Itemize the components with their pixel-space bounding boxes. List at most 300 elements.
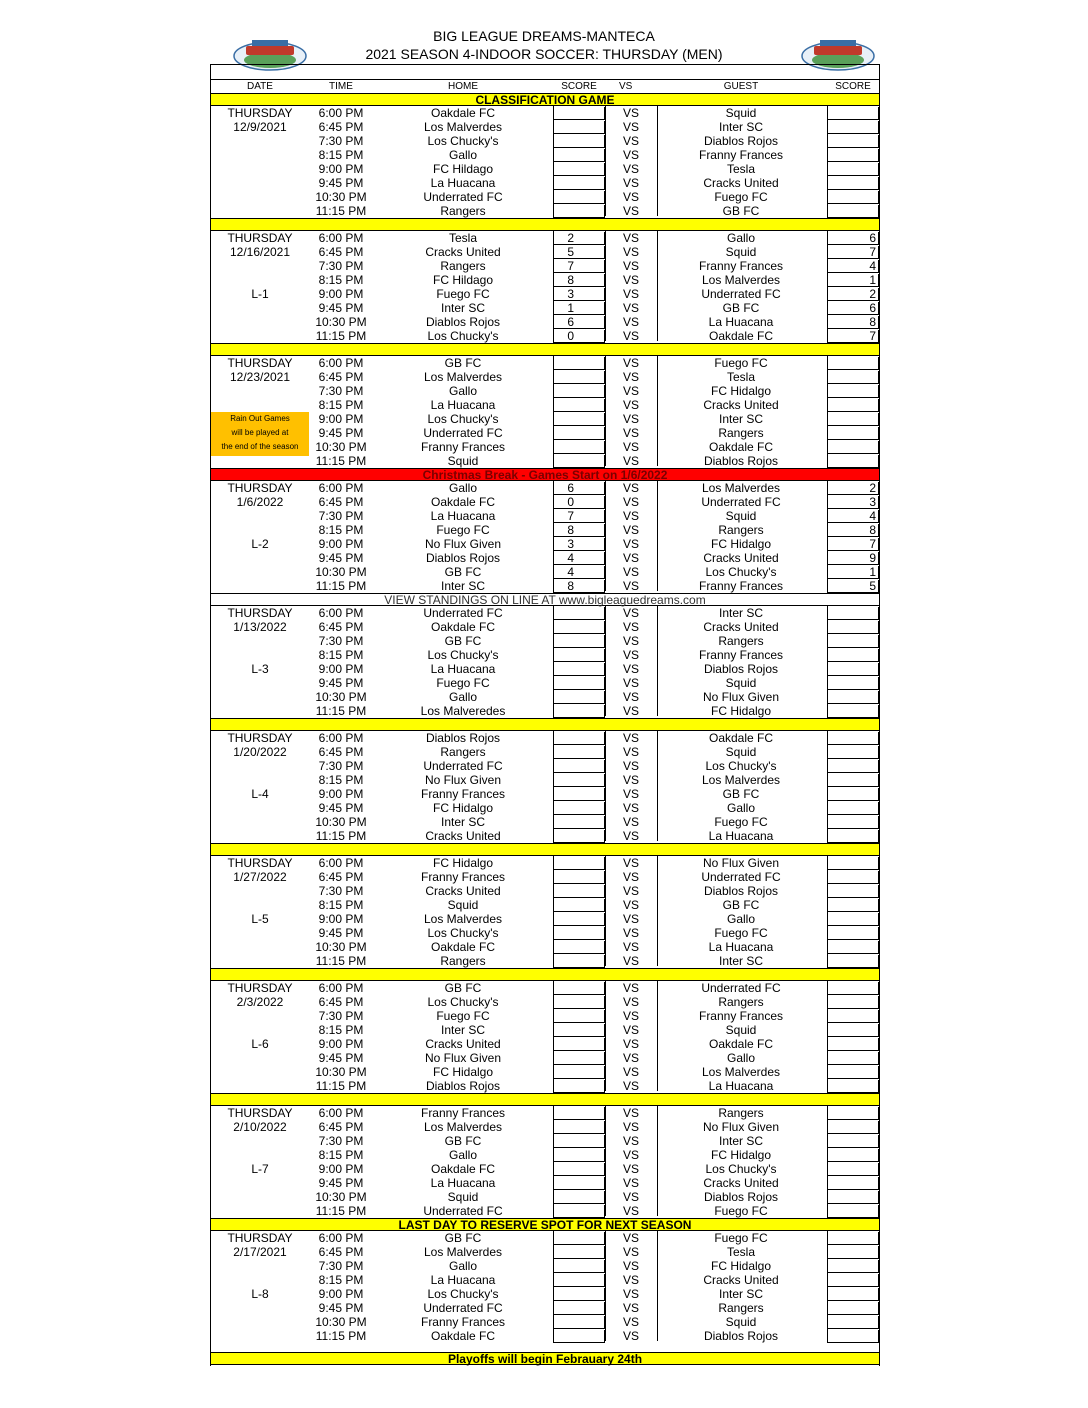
home-team: Los Malverdes xyxy=(423,1120,503,1134)
game-time: 6:45 PM xyxy=(318,620,364,634)
game-time: 6:45 PM xyxy=(318,1120,364,1134)
game-time: 8:15 PM xyxy=(318,648,364,662)
game-time: 8:15 PM xyxy=(318,1148,364,1162)
home-team: No Flux Given xyxy=(424,537,502,551)
home-score: 0 xyxy=(553,330,605,343)
home-score xyxy=(553,1246,605,1259)
game-time: 10:30 PM xyxy=(315,1190,367,1204)
guest-team: Oakdale FC xyxy=(708,731,774,745)
game-time: 11:15 PM xyxy=(315,954,367,968)
vs-label: VS xyxy=(622,981,639,995)
column-divider xyxy=(827,1106,828,1216)
vs-label: VS xyxy=(622,995,639,1009)
column-divider xyxy=(827,731,828,841)
home-team: Cracks United xyxy=(425,245,501,259)
home-score xyxy=(553,663,605,676)
guest-team: Diablos Rojos xyxy=(703,454,779,468)
guest-team: Los Malverdes xyxy=(701,773,781,787)
home-score xyxy=(553,191,605,204)
vs-label: VS xyxy=(622,829,639,843)
home-score: 1 xyxy=(553,302,605,315)
guest-team: Cracks United xyxy=(703,398,779,412)
guest-score xyxy=(827,982,879,995)
game-time: 8:15 PM xyxy=(318,398,364,412)
game-time: 10:30 PM xyxy=(315,690,367,704)
home-team: Franny Frances xyxy=(420,1315,506,1329)
guest-team: Los Chucky's xyxy=(705,759,777,773)
guest-score xyxy=(827,413,879,426)
home-team: Underrated FC xyxy=(423,426,503,440)
guest-team: Diablos Rojos xyxy=(703,1329,779,1343)
game-time: 6:00 PM xyxy=(318,106,364,120)
home-team: La Huacana xyxy=(430,1273,496,1287)
guest-score xyxy=(827,621,879,634)
guest-score xyxy=(827,802,879,815)
column-divider xyxy=(827,481,828,591)
home-team: La Huacana xyxy=(430,1176,496,1190)
game-time: 11:15 PM xyxy=(315,454,367,468)
guest-team: Cracks United xyxy=(703,1176,779,1190)
guest-team: Tesla xyxy=(726,370,755,384)
guest-score: 2 xyxy=(827,288,879,301)
home-team: Diablos Rojos xyxy=(425,1079,501,1093)
vs-label: VS xyxy=(622,315,639,329)
vs-label: VS xyxy=(622,190,639,204)
guest-team: Underrated FC xyxy=(701,495,781,509)
guest-score xyxy=(827,1246,879,1259)
home-score xyxy=(553,163,605,176)
home-team: Fuego FC xyxy=(436,1009,490,1023)
guest-score xyxy=(827,135,879,148)
home-team: Inter SC xyxy=(440,815,485,829)
vs-label: VS xyxy=(622,1315,639,1329)
game-time: 9:45 PM xyxy=(318,426,364,440)
game-time: 9:45 PM xyxy=(318,176,364,190)
home-score xyxy=(553,1121,605,1134)
home-score xyxy=(553,399,605,412)
home-team: Oakdale FC xyxy=(430,1162,496,1176)
vs-label: VS xyxy=(622,148,639,162)
game-time: 7:30 PM xyxy=(318,1134,364,1148)
column-header-home-score: SCORE xyxy=(561,81,597,92)
home-team: Fuego FC xyxy=(436,523,490,537)
game-time: 6:45 PM xyxy=(318,495,364,509)
home-score xyxy=(553,1135,605,1148)
vs-label: VS xyxy=(622,537,639,551)
vs-label: VS xyxy=(622,1162,639,1176)
game-time: 6:00 PM xyxy=(318,731,364,745)
home-team: Cracks United xyxy=(425,1037,501,1051)
home-team: Oakdale FC xyxy=(430,940,496,954)
game-time: 10:30 PM xyxy=(315,315,367,329)
guest-score xyxy=(827,1121,879,1134)
home-team: Inter SC xyxy=(440,301,485,315)
home-score: 6 xyxy=(553,482,605,495)
home-team: Gallo xyxy=(448,148,477,162)
rainout-notice-line: will be played at xyxy=(231,428,289,437)
column-divider xyxy=(605,1106,606,1216)
home-score xyxy=(553,1107,605,1120)
home-score xyxy=(553,177,605,190)
vs-label: VS xyxy=(622,1148,639,1162)
week-day: THURSDAY xyxy=(227,356,293,370)
week-date: 12/23/2021 xyxy=(229,370,291,384)
guest-team: Los Malverdes xyxy=(701,1065,781,1079)
vs-label: VS xyxy=(622,898,639,912)
guest-score xyxy=(827,1038,879,1051)
week-date: 2/17/2021 xyxy=(233,1245,287,1259)
home-score: 3 xyxy=(553,288,605,301)
home-score xyxy=(553,135,605,148)
game-time: 8:15 PM xyxy=(318,1273,364,1287)
vs-label: VS xyxy=(622,759,639,773)
home-team: No Flux Given xyxy=(424,773,502,787)
league-week-label: L-5 xyxy=(251,912,269,926)
guest-team: Gallo xyxy=(726,231,755,245)
week-day: THURSDAY xyxy=(227,481,293,495)
guest-team: Rangers xyxy=(718,995,764,1009)
home-team: GB FC xyxy=(444,356,482,370)
vs-label: VS xyxy=(622,912,639,926)
home-score xyxy=(553,802,605,815)
guest-team: Franny Frances xyxy=(698,148,784,162)
game-time: 9:00 PM xyxy=(318,1162,364,1176)
week-band xyxy=(211,1093,879,1106)
game-time: 9:00 PM xyxy=(318,787,364,801)
guest-team: Underrated FC xyxy=(701,981,781,995)
guest-score: 7 xyxy=(827,538,879,551)
home-score: 4 xyxy=(553,552,605,565)
guest-team: Diablos Rojos xyxy=(703,1190,779,1204)
vs-label: VS xyxy=(622,1079,639,1093)
game-time: 11:15 PM xyxy=(315,829,367,843)
guest-score xyxy=(827,1010,879,1023)
column-divider xyxy=(657,981,658,1091)
game-time: 9:45 PM xyxy=(318,551,364,565)
home-team: GB FC xyxy=(444,1231,482,1245)
column-divider xyxy=(553,731,554,841)
game-time: 11:15 PM xyxy=(315,1204,367,1218)
vs-label: VS xyxy=(622,1176,639,1190)
vs-label: VS xyxy=(622,1259,639,1273)
home-score xyxy=(553,691,605,704)
home-team: Inter SC xyxy=(440,579,485,593)
home-team: GB FC xyxy=(444,565,482,579)
week-band xyxy=(211,843,879,856)
home-score: 6 xyxy=(553,316,605,329)
vs-label: VS xyxy=(622,954,639,968)
game-time: 6:00 PM xyxy=(318,231,364,245)
guest-score xyxy=(827,691,879,704)
page-title: BIG LEAGUE DREAMS-MANTECA xyxy=(433,28,655,44)
vs-label: VS xyxy=(622,134,639,148)
column-header-time: TIME xyxy=(329,81,353,92)
game-time: 9:00 PM xyxy=(318,537,364,551)
home-team: Oakdale FC xyxy=(430,1329,496,1343)
week-date: 1/6/2022 xyxy=(236,495,284,509)
guest-team: GB FC xyxy=(722,787,760,801)
game-time: 9:00 PM xyxy=(318,412,364,426)
guest-score xyxy=(827,927,879,940)
home-score xyxy=(553,746,605,759)
vs-label: VS xyxy=(622,1204,639,1218)
guest-score xyxy=(827,1163,879,1176)
guest-team: Fuego FC xyxy=(714,1204,768,1218)
guest-score xyxy=(827,177,879,190)
home-score xyxy=(553,357,605,370)
vs-label: VS xyxy=(622,940,639,954)
home-score xyxy=(553,941,605,954)
vs-label: VS xyxy=(622,856,639,870)
home-team: La Huacana xyxy=(430,176,496,190)
vs-label: VS xyxy=(622,412,639,426)
column-divider xyxy=(605,106,606,216)
home-score xyxy=(553,816,605,829)
home-team: Franny Frances xyxy=(420,870,506,884)
game-time: 7:30 PM xyxy=(318,759,364,773)
guest-score xyxy=(827,913,879,926)
guest-score xyxy=(827,941,879,954)
guest-score xyxy=(827,774,879,787)
game-time: 11:15 PM xyxy=(315,704,367,718)
column-divider xyxy=(553,356,554,466)
game-time: 7:30 PM xyxy=(318,509,364,523)
column-divider xyxy=(553,231,554,341)
guest-team: Oakdale FC xyxy=(708,440,774,454)
week-day: THURSDAY xyxy=(227,1231,293,1245)
vs-label: VS xyxy=(622,329,639,343)
vs-label: VS xyxy=(622,384,639,398)
home-score xyxy=(553,885,605,898)
guest-team: Underrated FC xyxy=(701,870,781,884)
home-score xyxy=(553,899,605,912)
home-team: FC Hidalgo xyxy=(432,801,494,815)
vs-label: VS xyxy=(622,1329,639,1343)
game-time: 7:30 PM xyxy=(318,1009,364,1023)
game-time: 8:15 PM xyxy=(318,1023,364,1037)
column-divider xyxy=(657,481,658,591)
home-team: Underrated FC xyxy=(423,1204,503,1218)
game-time: 10:30 PM xyxy=(315,815,367,829)
home-score xyxy=(553,1330,605,1343)
guest-score: 2 xyxy=(827,482,879,495)
guest-score xyxy=(827,830,879,843)
home-team: GB FC xyxy=(444,981,482,995)
guest-team: Fuego FC xyxy=(714,356,768,370)
column-header-home: HOME xyxy=(448,81,478,92)
vs-label: VS xyxy=(622,870,639,884)
vs-label: VS xyxy=(622,1134,639,1148)
guest-team: Tesla xyxy=(726,162,755,176)
guest-team: La Huacana xyxy=(708,940,774,954)
home-team: Cracks United xyxy=(425,829,501,843)
guest-team: Los Malverdes xyxy=(701,481,781,495)
week-date: 2/3/2022 xyxy=(236,995,284,1009)
vs-label: VS xyxy=(622,1245,639,1259)
guest-team: Tesla xyxy=(726,1245,755,1259)
guest-score xyxy=(827,1330,879,1343)
guest-score: 8 xyxy=(827,316,879,329)
game-time: 6:00 PM xyxy=(318,606,364,620)
vs-label: VS xyxy=(622,301,639,315)
week-date: 1/13/2022 xyxy=(233,620,287,634)
guest-score xyxy=(827,1052,879,1065)
guest-team: Rangers xyxy=(718,426,764,440)
vs-label: VS xyxy=(622,162,639,176)
guest-team: FC Hidalgo xyxy=(710,537,772,551)
home-team: Los Chucky's xyxy=(427,329,499,343)
home-score xyxy=(553,121,605,134)
home-score xyxy=(553,732,605,745)
vs-label: VS xyxy=(622,440,639,454)
guest-team: FC Hidalgo xyxy=(710,1259,772,1273)
game-time: 6:00 PM xyxy=(318,481,364,495)
week-band: VIEW STANDINGS ON LINE AT www.bigleaguedreams.com xyxy=(211,593,879,606)
guest-team: Gallo xyxy=(726,801,755,815)
guest-team: Diablos Rojos xyxy=(703,134,779,148)
game-time: 9:45 PM xyxy=(318,1176,364,1190)
vs-label: VS xyxy=(622,120,639,134)
game-time: 6:45 PM xyxy=(318,995,364,1009)
league-week-label: L-7 xyxy=(251,1162,269,1176)
vs-label: VS xyxy=(622,551,639,565)
home-score xyxy=(553,385,605,398)
guest-team: La Huacana xyxy=(708,1079,774,1093)
game-time: 7:30 PM xyxy=(318,884,364,898)
home-score xyxy=(553,621,605,634)
guest-score: 1 xyxy=(827,274,879,287)
vs-label: VS xyxy=(622,648,639,662)
column-divider xyxy=(553,981,554,1091)
column-header-guest-score: SCORE xyxy=(835,81,871,92)
column-divider xyxy=(657,606,658,716)
guest-team: Squid xyxy=(725,106,757,120)
column-divider xyxy=(605,856,606,966)
guest-score xyxy=(827,663,879,676)
home-score xyxy=(553,760,605,773)
guest-team: GB FC xyxy=(722,204,760,218)
vs-label: VS xyxy=(622,620,639,634)
guest-score xyxy=(827,816,879,829)
game-time: 10:30 PM xyxy=(315,440,367,454)
league-week-label: L-6 xyxy=(251,1037,269,1051)
guest-score xyxy=(827,1205,879,1218)
guest-team: Squid xyxy=(725,509,757,523)
guest-team: GB FC xyxy=(722,898,760,912)
home-score xyxy=(553,982,605,995)
home-score xyxy=(553,1080,605,1093)
week-date: 2/10/2022 xyxy=(233,1120,287,1134)
home-team: Rangers xyxy=(440,204,486,218)
rainout-notice-line: the end of the season xyxy=(221,442,299,451)
league-week-label: L-8 xyxy=(251,1287,269,1301)
home-score: 8 xyxy=(553,580,605,593)
game-time: 7:30 PM xyxy=(318,634,364,648)
vs-label: VS xyxy=(622,1120,639,1134)
game-time: 6:00 PM xyxy=(318,856,364,870)
vs-label: VS xyxy=(622,204,639,218)
guest-team: GB FC xyxy=(722,301,760,315)
column-divider xyxy=(657,356,658,466)
game-time: 9:00 PM xyxy=(318,1037,364,1051)
guest-score xyxy=(827,1177,879,1190)
guest-team: Squid xyxy=(725,1315,757,1329)
guest-score xyxy=(827,1288,879,1301)
guest-score xyxy=(827,1149,879,1162)
game-time: 9:45 PM xyxy=(318,801,364,815)
guest-team: Underrated FC xyxy=(701,287,781,301)
column-divider xyxy=(827,1231,828,1341)
page-subtitle: 2021 SEASON 4-INDOOR SOCCER: THURSDAY (MEN) xyxy=(365,46,723,62)
guest-team: Squid xyxy=(725,245,757,259)
home-team: Franny Frances xyxy=(420,1106,506,1120)
guest-team: No Flux Given xyxy=(702,856,780,870)
vs-label: VS xyxy=(622,509,639,523)
schedule-sheet xyxy=(210,64,880,1366)
vs-label: VS xyxy=(622,1190,639,1204)
guest-team: Los Chucky's xyxy=(705,565,777,579)
guest-score xyxy=(827,1107,879,1120)
vs-label: VS xyxy=(622,1051,639,1065)
vs-label: VS xyxy=(622,787,639,801)
home-team: La Huacana xyxy=(430,509,496,523)
home-score xyxy=(553,705,605,718)
vs-label: VS xyxy=(622,481,639,495)
week-day: THURSDAY xyxy=(227,731,293,745)
game-time: 7:30 PM xyxy=(318,1259,364,1273)
guest-team: Rangers xyxy=(718,1301,764,1315)
home-team: Diablos Rojos xyxy=(425,731,501,745)
game-time: 10:30 PM xyxy=(315,190,367,204)
vs-label: VS xyxy=(622,370,639,384)
vs-label: VS xyxy=(622,356,639,370)
home-team: Gallo xyxy=(448,690,477,704)
vs-label: VS xyxy=(622,662,639,676)
column-divider xyxy=(827,356,828,466)
vs-label: VS xyxy=(622,1231,639,1245)
guest-score xyxy=(827,955,879,968)
vs-label: VS xyxy=(622,773,639,787)
column-divider xyxy=(553,1231,554,1341)
game-time: 8:15 PM xyxy=(318,273,364,287)
guest-team: Inter SC xyxy=(718,606,763,620)
column-divider xyxy=(827,856,828,966)
vs-label: VS xyxy=(622,426,639,440)
guest-team: Cracks United xyxy=(703,551,779,565)
home-score xyxy=(553,1163,605,1176)
guest-score xyxy=(827,427,879,440)
guest-score: 4 xyxy=(827,510,879,523)
home-score xyxy=(553,427,605,440)
guest-team: Rangers xyxy=(718,634,764,648)
home-score xyxy=(553,1205,605,1218)
guest-team: Diablos Rojos xyxy=(703,662,779,676)
home-score xyxy=(553,1260,605,1273)
guest-team: Oakdale FC xyxy=(708,1037,774,1051)
home-score xyxy=(553,1038,605,1051)
home-score: 8 xyxy=(553,274,605,287)
game-time: 8:15 PM xyxy=(318,148,364,162)
league-week-label: L-1 xyxy=(251,287,269,301)
column-header-date: DATE xyxy=(247,81,273,92)
guest-team: Cracks United xyxy=(703,620,779,634)
home-score: 7 xyxy=(553,260,605,273)
guest-team: Inter SC xyxy=(718,412,763,426)
guest-score xyxy=(827,1302,879,1315)
column-divider xyxy=(657,856,658,966)
home-team: Squid xyxy=(447,1190,479,1204)
home-team: Los Malverdes xyxy=(423,370,503,384)
